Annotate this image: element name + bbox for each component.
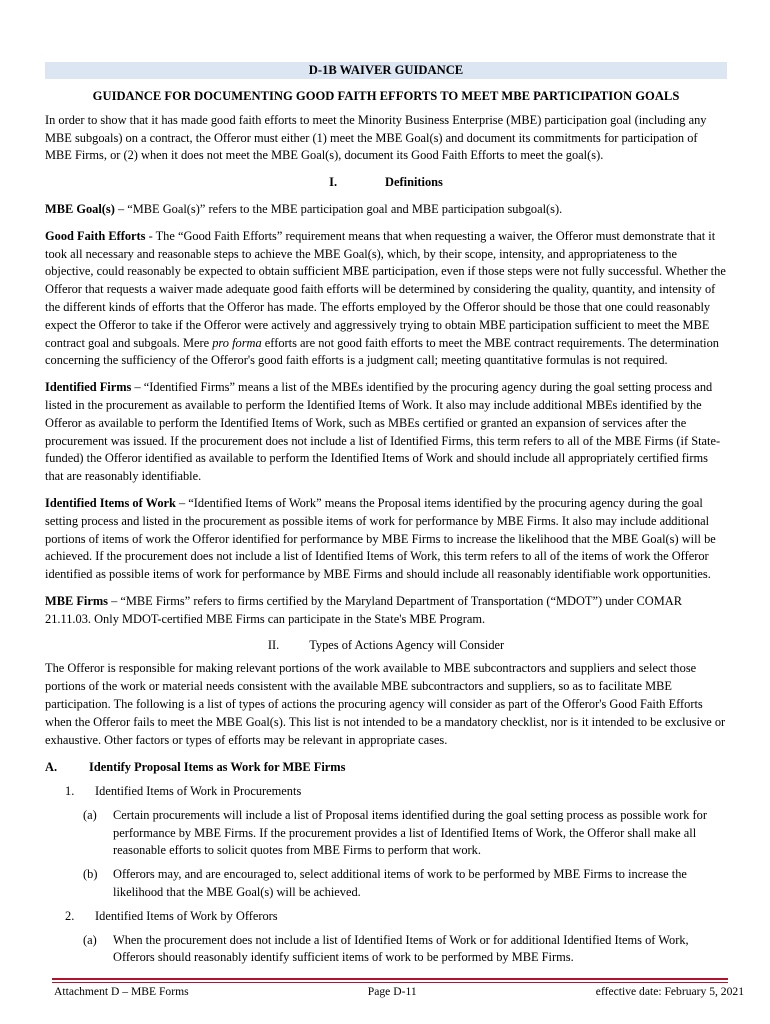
intro-paragraph: In order to show that it has made good faith efforts to meet the Minority Business Enterprise (MBE) participation goal (including any MBE subgoals) on a contract, the Offeror must either (1) meet the MBE Goal(s) and document its commitments for participation of MBE Firms, or (2) when it does not meet the MBE Goal(s), document its Good Faith Efforts to meet the goal(s).	[45, 112, 707, 163]
document-subtitle: GUIDANCE FOR DOCUMENTING GOOD FAITH EFFORTS TO MEET MBE PARTICIPATION GOALS	[92, 89, 680, 103]
page-footer	[54, 985, 744, 998]
definition-term: Identified Items of Work	[45, 495, 176, 510]
sub-item-2a	[45, 932, 727, 968]
page-content	[45, 62, 727, 967]
section-heading-actions	[45, 637, 727, 655]
section-title: Definitions	[385, 175, 443, 190]
sub-item-1a	[45, 807, 727, 860]
sub-item-label: (a)	[83, 807, 97, 822]
definition-mbe-firms	[45, 593, 727, 629]
subsection-heading-a	[45, 759, 727, 777]
footer-divider-thin	[52, 982, 728, 983]
definition-term: MBE Firms	[45, 593, 108, 608]
section2-intro-paragraph: The Offeror is responsible for making relevant portions of the work available to MBE subcontractors and suppliers and select those portions of the work or material needs consistent with the available MBE subcontractors and suppliers, so as to facilitate MBE participation. The following is a list of types of actions the procuring agency will consider as part of the Offeror's Good Faith Efforts when the Offeror fails to meet the MBE Goal(s). This list is not intended to be a mandatory checklist, nor is it intended to be exclusive or exhaustive. Other factors or types of efforts may be relevant in appropriate cases.	[45, 661, 726, 747]
footer-page-number: Page D-11	[367, 985, 417, 998]
sub-item-1b	[45, 866, 727, 902]
definition-mbe-goals	[45, 201, 727, 219]
section-number: II.	[267, 637, 280, 652]
list-item-1	[45, 783, 727, 801]
sub-item-label: (a)	[83, 932, 97, 947]
definition-italic-text: pro forma	[212, 335, 262, 350]
sub-item-label: (b)	[83, 867, 98, 882]
definition-good-faith-efforts	[45, 228, 727, 370]
list-item-number: 2.	[65, 908, 75, 923]
definition-text: - The “Good Faith Efforts” requirement means that when requesting a waiver, the Offeror must demonstrate that it took all necessary and reasonable steps to achieve the MBE Goal(s), which, by their scope, intensity, and appropriateness to the objective, could reasonably be expected to obtain sufficient MBE participation, even if those steps were not fully successful. Whether the Offeror that requests a waiver made adequate good faith efforts will be determined by considering the quality, quantity, and intensity of the different kinds of efforts that the Offeror has made. The efforts employed by the Offeror should be those that one could reasonably expect the Offeror to take if the Offeror were actively and aggressively trying to obtain MBE participation sufficient to meet the MBE contract goal and subgoals. Mere	[45, 228, 726, 350]
document-title-band: D-1B WAIVER GUIDANCE	[45, 62, 727, 79]
sub-item-text: Offerors may, and are encouraged to, select additional items of work to be performed by MBE Firms to increase the likelihood that the MBE Goal(s) will be achieved.	[113, 867, 687, 900]
sub-item-text: Certain procurements will include a list of Proposal items identified during the goal setting process as possible work for performance by MBE Firms. If the procurement provides a list of Identified Items of Work, the Offeror shall make all reasonable efforts to solicit quotes from MBE Firms to perform that work.	[113, 807, 707, 858]
subsection-title: Identify Proposal Items as Work for MBE Firms	[89, 760, 346, 775]
list-item-title: Identified Items of Work by Offerors	[95, 908, 278, 923]
subsection-letter: A.	[45, 760, 58, 775]
definition-text: – “MBE Goal(s)” refers to the MBE participation goal and MBE participation subgoal(s).	[114, 201, 563, 216]
footer-effective-date: effective date: February 5, 2021	[595, 985, 744, 998]
section-number: I.	[329, 175, 338, 190]
list-item-title: Identified Items of Work in Procurements	[95, 784, 302, 799]
section-heading-definitions	[45, 174, 727, 192]
definition-term: Identified Firms	[45, 380, 132, 395]
definition-text: – “Identified Items of Work” means the Proposal items identified by the procuring agency during the goal setting process and listed in the procurement as possible items of work for performance by MBE Firms. It also may include additional portions of items of work the Offeror identified for performance by MBE Firms to increase the likelihood that the MBE Goal(s) will be achieved. If the procurement does not include a list of Identified Items of Work, this term refers to all of the items of work the Offeror identified as possible items of work for performance by MBE Firms and should include all reasonably identifiable work opportunities.	[45, 495, 716, 582]
definition-identified-firms	[45, 379, 727, 486]
list-item-number: 1.	[65, 784, 75, 799]
footer-divider	[52, 978, 728, 980]
footer-left-text: Attachment D – MBE Forms	[54, 985, 189, 998]
list-item-2	[45, 908, 727, 926]
section-title: Types of Actions Agency will Consider	[309, 637, 505, 652]
definition-text: – “MBE Firms” refers to firms certified by the Maryland Department of Transportation (“MDOT”) under COMAR 21.11.03. Only MDOT-certified MBE Firms can participate in the State's MBE Program.	[45, 593, 682, 626]
definition-text-continued: efforts are not good faith efforts to meet the MBE contract requirements. The determination concerning the sufficiency of the Offeror's good faith efforts is a judgment call; meeting quantitative formulas is not required.	[45, 335, 719, 368]
definition-term: MBE Goal(s)	[45, 201, 115, 216]
definition-term: Good Faith Efforts	[45, 228, 146, 243]
definition-identified-items-of-work	[45, 495, 727, 584]
definition-text: – “Identified Firms” means a list of the MBEs identified by the procuring agency during the goal setting process and listed in the procurement as available to perform the Identified Items of Work. It also may include additional MBEs identified by the Offeror as available to perform the Identified Items of Work, such as MBEs certified or granted an expansion of services after the procurement was issued. If the procurement does not include a list of Identified Firms, this term refers to all of the MBE Firms (if State-funded) the Offeror identified as available to perform the Identified Items of Work and should include all appropriately certified firms that are reasonably identifiable.	[45, 380, 721, 484]
sub-item-text: When the procurement does not include a list of Identified Items of Work or for additional Identified Items of Work, Offerors should reasonably identify sufficient items of work to be performed by MBE Firms.	[113, 932, 689, 965]
